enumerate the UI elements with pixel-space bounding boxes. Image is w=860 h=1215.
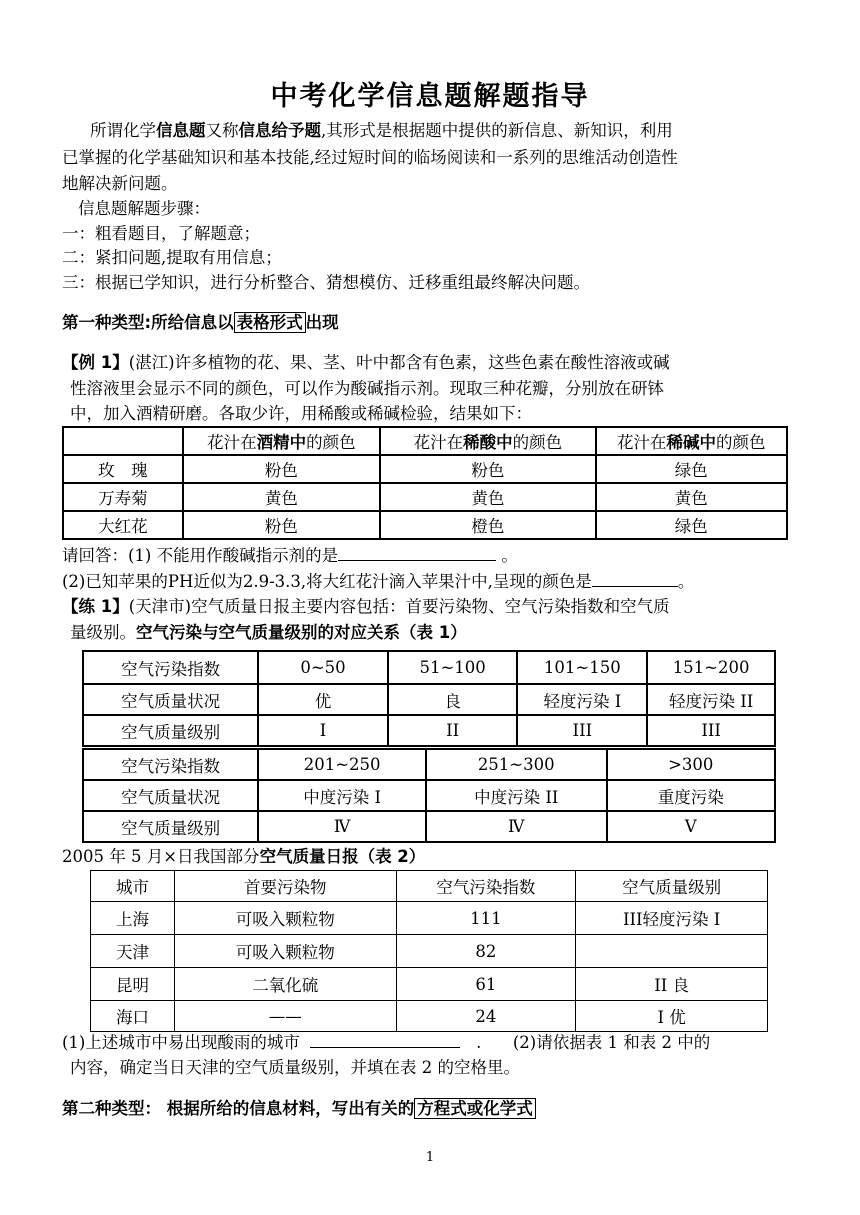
table-cell: —— <box>174 1001 396 1032</box>
table-cell: 可吸入颗粒物 <box>174 902 396 935</box>
example1-line-3: 中，加入酒精研磨。各取少许，用稀酸或稀碱检验，结果如下： <box>70 404 532 423</box>
table-cell: Ⅳ <box>258 811 426 842</box>
type1-boxed-term: 表格形式 <box>234 312 306 333</box>
table-row <box>83 651 775 684</box>
page-number: 1 <box>425 1150 435 1165</box>
table-cell: II 良 <box>576 968 768 1001</box>
practice1-text: (天津市)空气质量日报主要内容包括：首要污染物、空气污染指数和空气质 <box>128 597 670 616</box>
type1-text: 出现 <box>305 313 339 332</box>
table-cell: I <box>258 715 388 746</box>
table-cell: 111 <box>396 902 576 935</box>
table-row <box>63 483 787 511</box>
type2-heading <box>62 1096 536 1122</box>
table-cell: 24 <box>396 1001 576 1032</box>
table-cell: 82 <box>396 935 576 968</box>
table-cell: 黄色 <box>596 483 787 511</box>
table2-caption <box>62 844 425 870</box>
intro-bold-term: 信息题 <box>156 121 206 140</box>
intro-text: ,其形式是根据题中提供的新信息、新知识，利用 <box>321 121 673 140</box>
intro-line-1 <box>90 118 673 144</box>
step-2: 二：紧扣问题,提取有用信息； <box>62 248 282 267</box>
answer-blank[interactable] <box>338 544 496 561</box>
table-row <box>91 1001 768 1032</box>
table-row <box>91 935 768 968</box>
table-cell: I 优 <box>576 1001 768 1032</box>
example1-line-2: 性溶液里会显示不同的颜色，可以作为酸碱指示剂。现取三种花瓣，分别放在研钵 <box>70 379 664 398</box>
type1-text: 第一种类型:所给信息以 <box>62 313 234 332</box>
pollution-level-table-a <box>82 650 776 747</box>
table-cell: 中度污染 I <box>258 780 426 811</box>
table-cell: 天津 <box>91 935 175 968</box>
caption-bold: 空气质量日报（表 2） <box>259 847 426 866</box>
type2-boxed-term: 方程式或化学式 <box>414 1098 536 1119</box>
answer-blank[interactable] <box>592 570 678 587</box>
table-cell: 昆明 <box>91 968 175 1001</box>
table-cell: 空气质量级别 <box>83 811 258 842</box>
steps-heading: 信息题解题步骤： <box>78 199 210 218</box>
table-row <box>83 715 775 746</box>
example1-question-1: 请回答：(1) 不能用作酸碱指示剂的是 。 <box>62 546 518 565</box>
caption-text: 2005 年 5 月×日我国部分 <box>62 847 260 866</box>
intro-line-2: 已掌握的化学基础知识和基本技能,经过短时间的临场阅读和一系列的思维活动创造性 <box>62 148 678 167</box>
table-cell: 空气污染指数 <box>83 651 258 684</box>
table-cell: 51~100 <box>388 651 518 684</box>
example1-line-1 <box>62 350 670 376</box>
type2-text: 第二种类型： 根据所给的信息材料，写出有关的 <box>62 1099 415 1118</box>
table-cell: 空气污染指数 <box>83 749 258 780</box>
table-header-cell: 花汁在稀酸中的颜色 <box>380 427 595 455</box>
table-cell: 重度污染 <box>607 780 776 811</box>
table-header-cell: 花汁在酒精中的颜色 <box>183 427 380 455</box>
practice1-line-1 <box>62 594 670 620</box>
table-row <box>63 427 787 455</box>
table-cell <box>63 427 183 455</box>
table-cell: II <box>388 715 518 746</box>
table-cell: 良 <box>388 684 518 715</box>
table-cell: 轻度污染 I <box>517 684 647 715</box>
table-cell: 大红花 <box>63 511 183 539</box>
table-cell: 粉色 <box>183 511 380 539</box>
table-cell: 上海 <box>91 902 175 935</box>
step-1: 一：粗看题目，了解题意； <box>62 224 260 243</box>
table-row <box>91 871 768 902</box>
table-cell: 绿色 <box>596 455 787 483</box>
table-row <box>91 902 768 935</box>
table-cell: 空气质量状况 <box>83 684 258 715</box>
table-cell: 玫 瑰 <box>63 455 183 483</box>
table-cell: 海口 <box>91 1001 175 1032</box>
table-cell: 0~50 <box>258 651 388 684</box>
practice1-label: 【练 1】 <box>62 597 129 616</box>
question-text: (2)已知苹果的PH近似为2.9-3.3,将大红花汁滴入苹果汁中,呈现的颜色是 <box>62 572 592 591</box>
table-row <box>83 811 775 842</box>
table-cell: 黄色 <box>183 483 380 511</box>
table-row <box>83 684 775 715</box>
table-cell: 201~250 <box>258 749 426 780</box>
table-cell: Ⅳ <box>426 811 607 842</box>
table-cell: 优 <box>258 684 388 715</box>
table-cell: III <box>517 715 647 746</box>
table-cell: 中度污染 II <box>426 780 607 811</box>
intro-line-3: 地解决新问题。 <box>62 174 178 193</box>
intro-text: 又称 <box>205 121 239 140</box>
table-cell: 101~150 <box>517 651 647 684</box>
table-cell: 61 <box>396 968 576 1001</box>
step-3: 三：根据已学知识，进行分析整合、猜想模仿、迁移重组最终解决问题。 <box>62 273 590 292</box>
table1-caption: 空气污染与空气质量级别的对应关系（表 1） <box>136 623 467 642</box>
table-cell: 二氧化硫 <box>174 968 396 1001</box>
table-row <box>83 780 775 811</box>
table-cell: 151~200 <box>647 651 775 684</box>
table-cell: 可吸入颗粒物 <box>174 935 396 968</box>
table-cell: 粉色 <box>380 455 595 483</box>
table-answer-cell[interactable] <box>576 935 768 968</box>
table-cell: 空气质量状况 <box>83 780 258 811</box>
table-row <box>63 455 787 483</box>
answer-blank[interactable] <box>310 1031 460 1048</box>
question-text: 请回答：(1) 不能用作酸碱指示剂的是 <box>62 546 339 565</box>
type1-heading <box>62 310 339 336</box>
practice1-question-2-cont: 内容，确定当日天津的空气质量级别，并填在表 2 的空格里。 <box>70 1058 520 1077</box>
question-text: (2)请依据表 1 和表 2 中的 <box>512 1033 711 1052</box>
table-row <box>63 511 787 539</box>
table-header-cell: 空气污染指数 <box>396 871 576 902</box>
page-title: 中考化学信息题解题指导 <box>270 81 590 112</box>
table-cell: 251~300 <box>426 749 607 780</box>
flower-color-table <box>62 426 788 540</box>
table-header-cell: 城市 <box>91 871 175 902</box>
table-cell: 轻度污染 II <box>647 684 775 715</box>
table-cell: 空气质量级别 <box>83 715 258 746</box>
table-row <box>91 968 768 1001</box>
practice1-line-2 <box>70 620 467 646</box>
table-cell: 绿色 <box>596 511 787 539</box>
table-cell: 粉色 <box>183 455 380 483</box>
example1-label: 【例 1】 <box>62 353 129 372</box>
intro-bold-term: 信息给予题 <box>238 121 321 140</box>
table-cell: III <box>647 715 775 746</box>
question-text: (1)上述城市中易出现酸雨的城市 <box>62 1033 300 1052</box>
table-header-cell: 花汁在稀碱中的颜色 <box>596 427 787 455</box>
intro-text: 所谓化学 <box>90 121 156 140</box>
table-row <box>83 749 775 780</box>
practice1-text: 量级别。 <box>70 623 136 642</box>
example1-text: (湛江)许多植物的花、果、茎、叶中都含有色素，这些色素在酸性溶液或碱 <box>128 353 670 372</box>
table-cell: III轻度污染 I <box>576 902 768 935</box>
table-cell: 黄色 <box>380 483 595 511</box>
practice1-question-1: (1)上述城市中易出现酸雨的城市 . (2)请依据表 1 和表 2 中的 <box>62 1033 711 1052</box>
table-header-cell: 空气质量级别 <box>576 871 768 902</box>
example1-question-2: (2)已知苹果的PH近似为2.9-3.3,将大红花汁滴入苹果汁中,呈现的颜色是 。 <box>62 572 695 591</box>
table-cell: Ⅴ <box>607 811 776 842</box>
table-cell: 橙色 <box>380 511 595 539</box>
pollution-level-table-b <box>82 748 776 843</box>
air-quality-daily-table <box>90 870 768 1032</box>
table-cell: 万寿菊 <box>63 483 183 511</box>
table-header-cell: 首要污染物 <box>174 871 396 902</box>
table-cell: >300 <box>607 749 776 780</box>
